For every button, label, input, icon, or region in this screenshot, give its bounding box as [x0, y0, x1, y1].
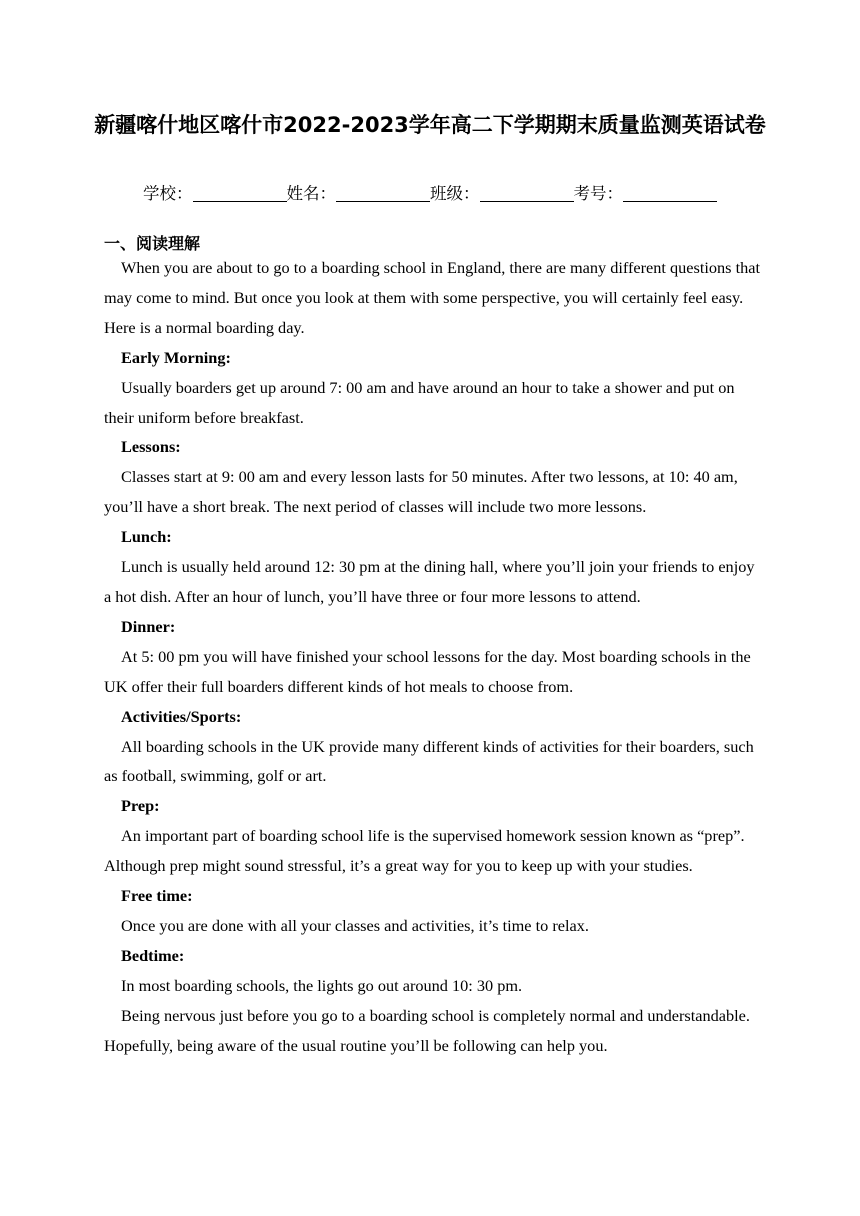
block-text-dinner: At 5: 00 pm you will have finished your school lessons for the day. Most boarding schools in the UK offer their full boarders different kinds of hot meals to choose from. — [104, 646, 751, 696]
block-heading-lunch: Lunch: — [121, 527, 172, 547]
block-text-activities: All boarding schools in the UK provide many different kinds of activities for their boarders, such as football, swimming, golf or art. — [104, 736, 754, 786]
block-text-lessons: Classes start at 9: 00 am and every lesson lasts for 50 minutes. After two lessons, at 10: 40 am, you’ll have a short break. The next period of classes will include two more lessons. — [104, 467, 738, 517]
reading-passage — [104, 253, 764, 1060]
passage-closing: Being nervous just before you go to a boarding school is completely normal and understandable. Hopefully, being aware of the usual routine you’ll be following can help you. — [104, 1005, 750, 1055]
block-text-free-time: Once you are done with all your classes and activities, it’s time to relax. — [121, 915, 589, 935]
student-info-line — [0, 181, 860, 207]
name-blank[interactable] — [336, 183, 430, 202]
block-text-early-morning: Usually boarders get up around 7: 00 am and have around an hour to take a shower and put on their uniform before breakfast. — [104, 377, 735, 427]
block-heading-early-morning: Early Morning: — [121, 347, 231, 367]
block-text-prep: An important part of boarding school life is the supervised homework session known as “prep”. Although prep might sound stressful, it’s a great way for you to keep up with your studies. — [104, 826, 745, 876]
block-heading-dinner: Dinner: — [121, 616, 176, 636]
block-heading-bedtime: Bedtime: — [121, 945, 185, 965]
document-title: 新疆喀什地区喀什市2022-2023学年高二下学期期末质量监测英语试卷 — [94, 113, 766, 137]
block-heading-activities: Activities/Sports: — [121, 706, 242, 726]
block-heading-prep: Prep: — [121, 796, 160, 816]
class-label: 班级： — [430, 184, 480, 203]
section-heading: 一、阅读理解 — [104, 234, 201, 253]
block-heading-lessons: Lessons: — [121, 437, 181, 457]
school-blank[interactable] — [193, 183, 287, 202]
school-label: 学校： — [143, 184, 193, 203]
class-blank[interactable] — [480, 183, 574, 202]
block-heading-free-time: Free time: — [121, 886, 193, 906]
passage-intro: When you are about to go to a boarding school in England, there are many different questions that may come to mind. But once you look at them with some perspective, you will certainly feel easy. Here is a normal boarding day. — [104, 258, 761, 337]
name-label: 姓名： — [286, 184, 336, 203]
exam-number-blank[interactable] — [623, 183, 717, 202]
block-text-lunch: Lunch is usually held around 12: 30 pm at the dining hall, where you’ll join your friends to enjoy a hot dish. After an hour of lunch, you’ll have three or four more lessons to attend. — [104, 557, 755, 606]
exam-number-label: 考号： — [573, 184, 623, 203]
block-text-bedtime: In most boarding schools, the lights go out around 10: 30 pm. — [121, 975, 523, 995]
